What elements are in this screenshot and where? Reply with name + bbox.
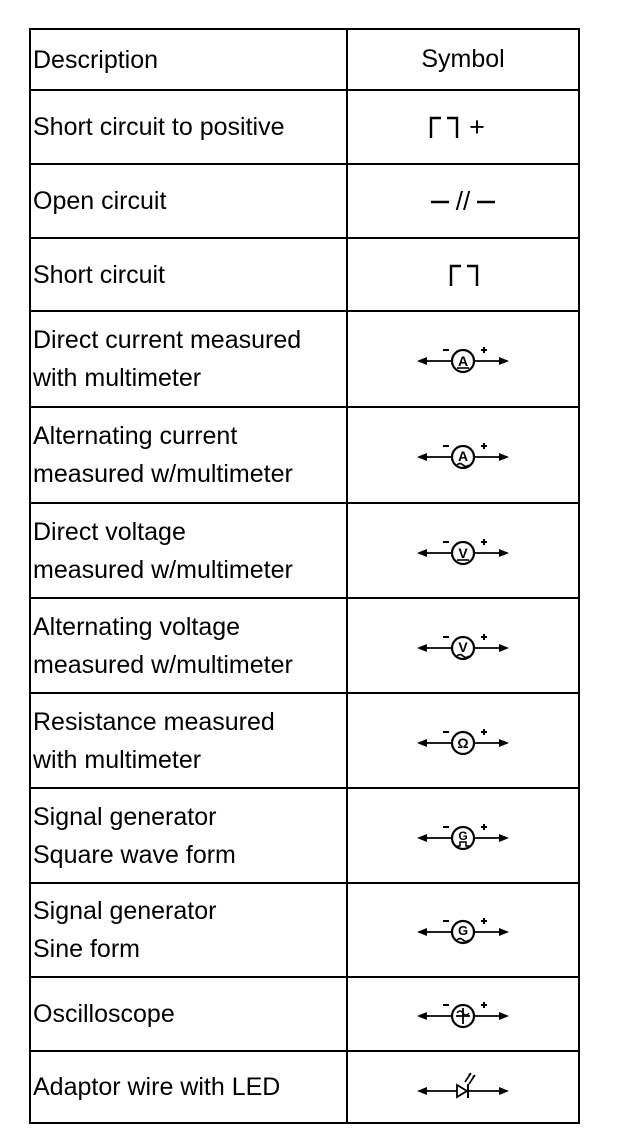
row-symbol <box>347 164 579 238</box>
table-row <box>30 503 579 598</box>
table-row <box>30 238 579 311</box>
row-description-line: measured w/multimeter <box>33 555 293 584</box>
row-symbol <box>347 693 579 788</box>
row-description <box>30 1051 347 1123</box>
row-description <box>30 503 347 598</box>
row-description <box>30 977 347 1051</box>
row-symbol <box>347 788 579 883</box>
symbol-legend-table <box>29 28 580 1124</box>
row-description-line: Resistance measured <box>33 707 275 736</box>
meter-letter: A <box>457 448 469 464</box>
row-description <box>30 883 347 977</box>
row-symbol <box>347 1051 579 1123</box>
table-row <box>30 788 579 883</box>
row-symbol <box>347 90 579 164</box>
row-description-line: measured w/multimeter <box>33 650 293 679</box>
table-row <box>30 693 579 788</box>
generator-letter: G <box>458 828 468 843</box>
row-description <box>30 90 347 164</box>
table-row <box>30 90 579 164</box>
table-row <box>30 977 579 1051</box>
row-description-line: measured w/multimeter <box>33 460 293 488</box>
oscilloscope-icon <box>413 994 513 1034</box>
header-symbol: Symbol <box>347 29 579 90</box>
row-symbol <box>347 598 579 693</box>
table-row <box>30 311 579 407</box>
meter-letter: Ω <box>457 734 469 751</box>
row-description-line: Square wave form <box>33 840 236 869</box>
row-description-line: Short circuit to positive <box>33 113 285 141</box>
row-description-line: Adaptor wire with LED <box>33 1073 281 1101</box>
row-description <box>30 238 347 311</box>
row-description-line: Direct current measured <box>33 326 302 354</box>
table-row <box>30 164 579 238</box>
ammeter-dc-icon <box>413 339 513 379</box>
row-description-line: Signal generator <box>33 802 217 831</box>
voltmeter-ac-icon <box>413 626 513 666</box>
row-description <box>30 598 347 693</box>
table-row <box>30 407 579 503</box>
generator-square-icon <box>413 816 513 856</box>
row-description <box>30 311 347 407</box>
ammeter-ac-icon <box>413 435 513 475</box>
generator-letter: G <box>457 923 469 938</box>
generator-sine-icon <box>413 910 513 950</box>
meter-letter: A <box>457 353 469 369</box>
row-symbol <box>347 977 579 1051</box>
row-symbol <box>347 238 579 311</box>
row-description-line: Alternating voltage <box>33 612 241 641</box>
row-description-line: with multimeter <box>33 745 202 774</box>
row-description-line: Direct voltage <box>33 517 186 546</box>
row-description <box>30 788 347 883</box>
row-symbol <box>347 311 579 407</box>
header-description: Description <box>30 29 347 90</box>
row-symbol <box>347 407 579 503</box>
table-header-row <box>30 29 579 90</box>
table-row <box>30 883 579 977</box>
slash-text: // <box>455 186 471 216</box>
row-description-line: Alternating current <box>33 422 238 450</box>
table-row <box>30 1051 579 1123</box>
open-circuit-icon <box>413 186 513 216</box>
row-symbol <box>347 503 579 598</box>
table-row <box>30 598 579 693</box>
row-description <box>30 164 347 238</box>
row-description-line: Open circuit <box>33 187 167 215</box>
row-symbol <box>347 883 579 977</box>
meter-letter: V <box>458 544 468 561</box>
ohmmeter-icon <box>413 721 513 761</box>
row-description <box>30 693 347 788</box>
row-description-line: Oscilloscope <box>33 1000 175 1028</box>
short-circuit-icon <box>433 260 493 290</box>
meter-letter: V <box>458 638 468 655</box>
row-description-line: Sine form <box>33 935 140 963</box>
row-description-line: Signal generator <box>33 897 217 925</box>
row-description-line: with multimeter <box>33 364 202 392</box>
row-description <box>30 407 347 503</box>
led-adaptor-icon <box>413 1067 513 1107</box>
plus-text: + <box>469 112 485 142</box>
short-plus-icon <box>413 112 513 142</box>
row-description-line: Short circuit <box>33 260 165 289</box>
voltmeter-dc-icon <box>413 531 513 571</box>
